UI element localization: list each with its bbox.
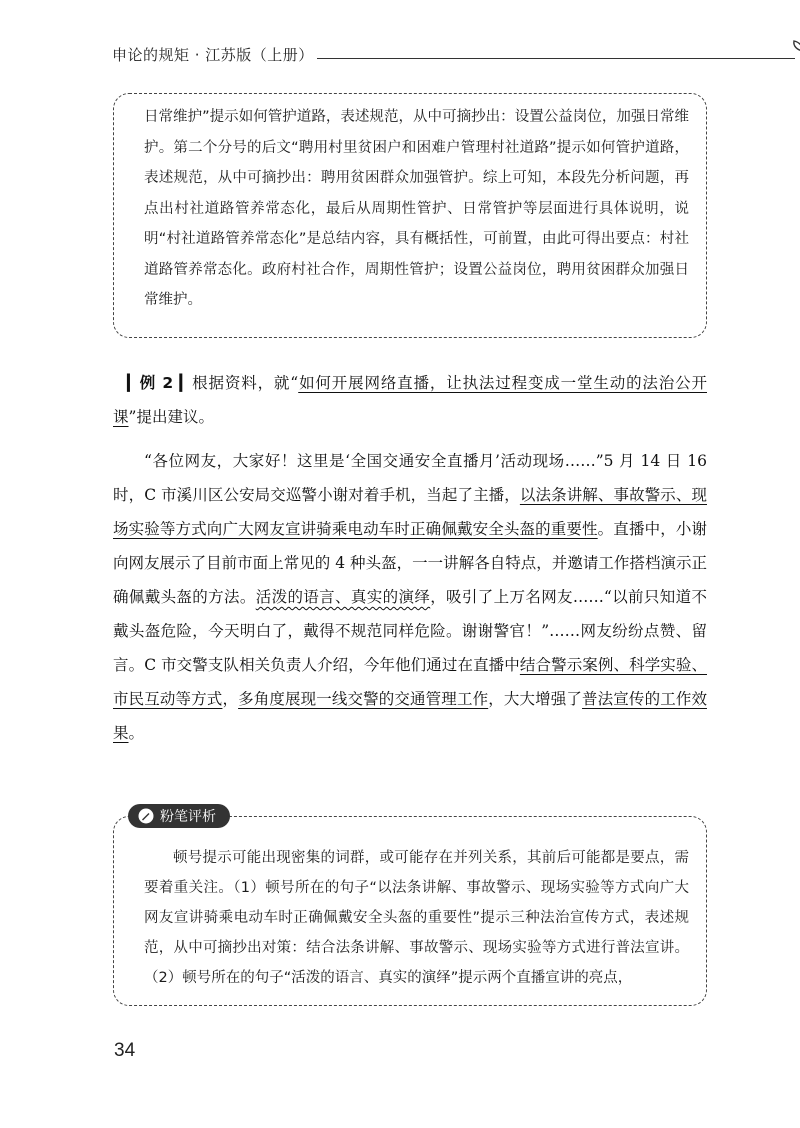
wavy-underlined-phrase: 活泼的语言、真实的演绎 bbox=[255, 588, 431, 606]
header-rule bbox=[317, 58, 795, 59]
underlined-phrase: 普法宣传的工作效果 bbox=[113, 690, 707, 742]
fenbi-analysis-text: 顿号提示可能出现密集的词群，或可能存在并列关系，其前后可能都是要点，需要着重关注。（1）顿号所在的句子“以法条讲解、事故警示、现场实验等方式向广大网友宣讲骑乘电动车时正确佩戴安全头盔的重要性”提示三种法治宣传方式，表述规范，从中可摘抄出对策：结合法条讲解、事故警示、现场实验等方式进行普法宣讲。（2）顿号所在的句子“活泼的语言、真实的演绎”提示两个直播宣讲的亮点， bbox=[144, 850, 689, 986]
example-2 bbox=[113, 366, 707, 750]
fenbi-analysis-tag bbox=[128, 804, 230, 828]
sprout-icon bbox=[788, 38, 800, 68]
question-underlined: 如何开展网络直播，让执法过程变成一堂生动的法治公开课 bbox=[113, 374, 707, 426]
fenbi-analysis-tag-label: 粉笔评析 bbox=[160, 809, 216, 825]
example-material: “各位网友，大家好！这里是‘全国交通安全直播月’活动现场……”5 月 14 日 16 时，C 市溪川区公安局交巡警小谢对着手机，当起了主播，以法条讲解、事故警示、现场实验等方式向广大网友宣讲骑乘电动车时正确佩戴安全头盔的重要性。直播中，小谢向网友展示了目前市面上常见的 4 种头盔，一一讲解各自特点，并邀请工作搭档演示正确佩戴头盔的方法。活泼的语言、真实的演绎，吸引了上万名网友……“以前只知道不戴头盔危险，今天明白了，戴得不规范同样危险。谢谢警官！”……网友纷纷点赞、留言。C 市交警支队相关负责人介绍，今年他们通过在直播中结合警示案例、科学实验、市民互动等方式，多角度展现一线交警的交通管理工作，大大增强了普法宣传的工作效果。 bbox=[113, 452, 707, 742]
header-title: 申论的规矩 · 江苏版（上册） bbox=[112, 46, 314, 64]
analysis-box-continued bbox=[113, 93, 707, 338]
fenbi-analysis-box bbox=[113, 816, 707, 1006]
running-header bbox=[112, 38, 712, 68]
example-badge: ▎例 2 ▎ bbox=[127, 374, 192, 392]
underlined-phrase: 结合警示案例、科学实验、市民互动等方式 bbox=[113, 656, 707, 708]
pencil-icon bbox=[138, 808, 154, 824]
example-question: ▎例 2 ▎根据资料，就“如何开展网络直播，让执法过程变成一堂生动的法治公开课”提出建议。 bbox=[113, 374, 707, 426]
underlined-phrase: 以法条讲解、事故警示、现场实验等方式向广大网友宣讲骑乘电动车时正确佩戴安全头盔的重要性 bbox=[113, 486, 707, 538]
analysis-box-text: 日常维护”提示如何管护道路，表述规范，从中可摘抄出：设置公益岗位，加强日常维护。第二个分号的后文“聘用村里贫困户和困难户管理村社道路”提示如何管护道路，表述规范，从中可摘抄出：聘用贫困群众加强管护。综上可知，本段先分析问题，再点出村社道路管养常态化，最后从周期性管护、日常管护等层面进行具体说明，说明“村社道路管养常态化”是总结内容，具有概括性，可前置，由此可得出要点：村社道路管养常态化。政府村社合作，周期性管护；设置公益岗位，聘用贫困群众加强日常维护。 bbox=[144, 109, 689, 308]
page-number: 34 bbox=[114, 1040, 136, 1061]
underlined-phrase: 多角度展现一线交警的交通管理工作 bbox=[238, 690, 489, 708]
